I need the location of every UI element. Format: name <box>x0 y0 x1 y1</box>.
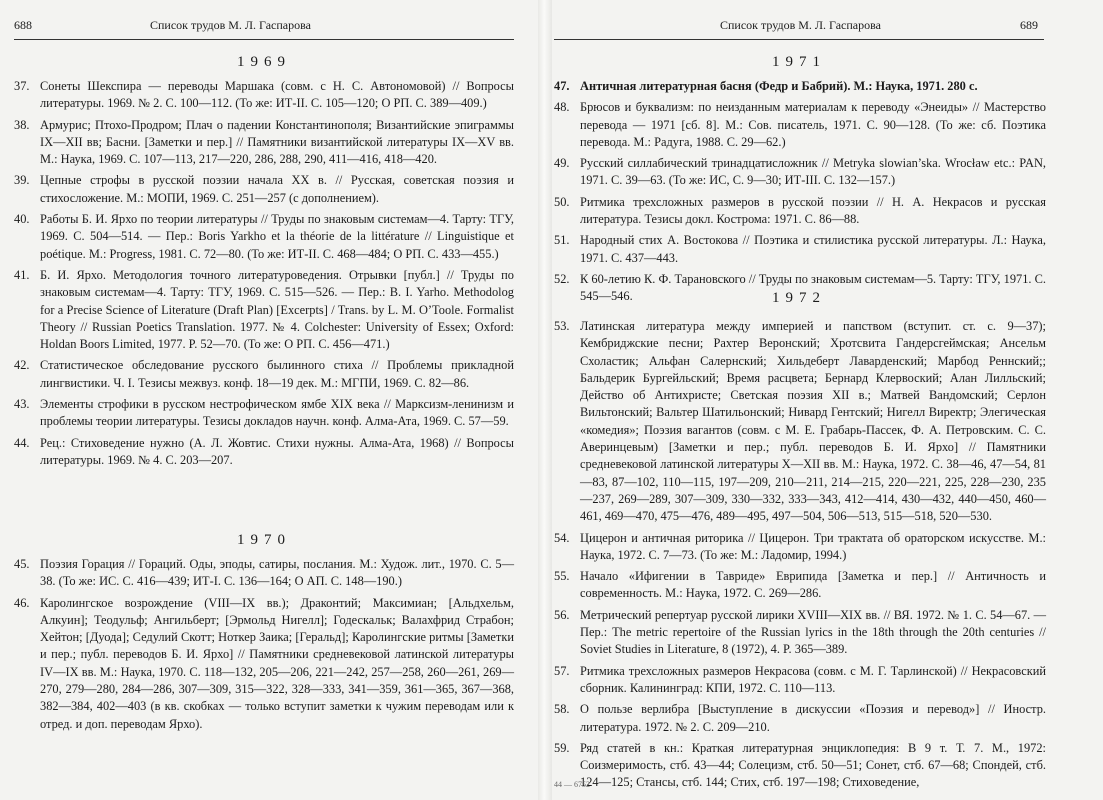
entry-number: 55. <box>554 569 570 584</box>
entry-text: Античная литературная басня (Федр и Бабрий). М.: Наука, 1971. 280 с. <box>580 79 978 93</box>
bibliography-entry <box>14 595 514 733</box>
bibliography-entry <box>14 556 514 591</box>
bibliography-entry <box>14 435 514 470</box>
entry-text: Народный стих А. Востокова // Поэтика и стилистика русской литературы. Л.: Наука, 1971. С. 437—443. <box>580 233 1046 265</box>
bibliography-entry <box>554 232 1046 267</box>
bibliography-entry <box>554 607 1046 659</box>
bibliography-entry <box>554 530 1046 565</box>
entry-number: 57. <box>554 663 570 678</box>
entry-number: 41. <box>14 267 30 282</box>
entry-number: 37. <box>14 79 30 93</box>
entry-number: 59. <box>554 740 570 755</box>
entry-text: Армурис; Птохо-Продром; Плач о падении Константинополя; Византийские эпиграммы IX—XII вв; Басни. [Заметки и пер.] // Памятники византийской литературы IX—XV вв. М.: Наука, 1969. С. 107—113, 217—220, 286, 288, 290, 411—416, 418—420. <box>40 117 514 167</box>
entry-number: 47. <box>554 79 570 93</box>
right-page-number: 689 <box>1020 18 1038 32</box>
entry-text: Работы Б. И. Ярхо по теории литературы // Труды по знаковым системам—4. Тарту: ТГУ, 1969. С. 504—514. — Пер.: Boris Yarkho et la théorie de la littérature // Linguistique et poétique. M.: Progress, 1981. C. 72—80. (То же: ИТ-II. С. 468—484; О РП. С. 433—455.) <box>40 212 514 261</box>
entry-number: 54. <box>554 530 570 545</box>
entry-number: 48. <box>554 100 570 115</box>
entry-text: Цепные строфы в русской поэзии начала XX в. // Русская, советская поэзия и стихосложение. М.: МОПИ, 1969. С. 251—257 (с дополнением). <box>40 173 514 205</box>
bibliography-entry <box>554 78 1046 95</box>
entries-1971 <box>554 78 1046 306</box>
entry-text: Цицерон и античная риторика // Цицерон. Три трактата об ораторском искусстве. М.: Наука, 1972. С. 7—73. (То же: М.: Ладомир, 1994.) <box>580 530 1046 562</box>
bibliography-entry <box>14 78 514 113</box>
bibliography-entry <box>14 117 514 169</box>
entry-text: Сонеты Шекспира — переводы Маршака (совм. с Н. С. Автономовой) // Вопросы литературы. 1969. № 2. С. 100—112. (То же: ИТ-II. С. 105—120; О РП. С. 389—409.) <box>40 79 514 111</box>
entry-text: К 60-летию К. Ф. Тарановского // Труды по знаковым системам—5. Тарту: ТГУ, 1971. С. 545—546. <box>580 271 1046 304</box>
entry-text: Поэзия Горация // Гораций. Оды, эподы, сатиры, послания. М.: Худож. лит., 1970. С. 5—38. (То же: ИС. С. 416—439; ИТ-I. С. 136—164; О АП. С. 148—190.) <box>40 557 514 589</box>
year-heading-1972: 1972 <box>772 290 826 306</box>
entry-text: Брюсов и буквализм: по неизданным материалам к переводу «Энеиды» // Мастерство перевода — 1971 [сб. 8]. М.: Сов. писатель, 1971. С. 90—128. (То же: сб. Поэтика перевода. М.: Радуга, 1988. С. 29—62.) <box>580 100 1046 149</box>
bibliography-entry <box>554 663 1046 698</box>
entry-text: Ряд статей в кн.: Краткая литературная энциклопедия: В 9 т. Т. 7. М., 1972: Соизмеримость, стб. 43—44; Солецизм, стб. 50—51; Сонет, стб. 67—68; Спондей, стб. 124—125; Стансы, стб. 144; Стих, стб. 197—198; Стиховедение, <box>580 740 1046 790</box>
bibliography-entry <box>554 568 1046 603</box>
bibliography-entry <box>554 155 1046 190</box>
entry-number: 49. <box>554 156 570 171</box>
right-header-rule <box>554 39 1044 40</box>
entries-1969 <box>14 78 514 469</box>
entry-text: Элементы строфики в русском нестрофическом ямбе XIX века // Марксизм-ленинизм и проблемы теории литературы. Тезисы докладов научн. конф. Алма-Ата, 1969. С. 57—59. <box>40 397 514 429</box>
bibliography-entry <box>14 172 514 207</box>
right-running-title: Список трудов М. Л. Гаспарова <box>720 18 881 32</box>
entry-text: Ритмика трехсложных размеров в русской поэзии // Н. А. Некрасов и русская литература. Тезисы докл. Кострома: 1971. С. 86—88. <box>580 194 1046 227</box>
entry-text: Латинская литература между империей и папством (вступит. ст. с. 9—37); Кембриджские песни; Рахтер Веронский; Хротсвита Гандерсгеймская; Ансельм Схоластик; Альфан Салернский; Хильдеберт Лаварденский; Марбод Реннский;; Бальдерик Бургейльский; Время расцвета; Бернард Клервоский; Алан Лилльский; Действо об Антихристе; Светская поэзия XII в.; Матвей Вандомский; Серлон Вильтонский; Вальтер Шатильонский; Нивард Гентский; Нигелл Виректр; Элегическая «комедия»; Поэзия вагантов (совм. с М. Е. Грабарь-Пассек, Ф. А. Петровским. С. С. Аверинцевым) [Заметки и пер.; публ. переводов Б. И. Ярхо] // Памятники средневековой латинской литературы X—XII вв. М.: Наука, 1972. С. 38—46, 47—54, 81—83, 87—102, 110—115, 197—209, 210—211, 214—215, 220—221, 225, 228—230, 235—237, 269—289, 307—309, 330—332, 333—343, 412—414, 430—432, 440—450, 460—461, 469—470, 475—476, 489—495, 497—504, 506—513, 515—518, 520—530. <box>580 319 1046 524</box>
entry-number: 43. <box>14 397 30 412</box>
entries-1972 <box>554 318 1046 792</box>
bibliography-entry <box>554 318 1046 526</box>
entry-number: 51. <box>554 233 570 248</box>
entry-text: О пользе верлибра [Выступление в дискуссии «Поэзия и перевод»] // Иностр. литература. 1972. № 2. С. 209—210. <box>580 702 1046 734</box>
right-page <box>550 0 1103 800</box>
entry-number: 56. <box>554 607 570 622</box>
bibliography-entry <box>14 357 514 392</box>
entry-number: 39. <box>14 173 30 188</box>
left-running-title: Список трудов М. Л. Гаспарова <box>150 18 311 32</box>
left-page <box>0 0 540 800</box>
bibliography-entry <box>14 211 514 263</box>
entry-number: 38. <box>14 117 30 132</box>
entry-number: 58. <box>554 702 570 717</box>
left-page-number: 688 <box>14 18 32 32</box>
entry-text: Каролингское возрождение (VIII—IX вв.); Драконтий; Максимиан; [Альдхельм, Алкуин]; Теодульф; Ангильберт; [Эрмольд Нигелл]; Годескальк; Валахфрид Страбон; Хейтон; [Дуода]; Седулий Скотт; Ноткер Заика; [Геральд]; Каролингские ритмы [Заметки и пер.; публ. переводов Б. И. Ярхо] // Памятники средневековой латинской литературы IV—IX вв. М.: Наука, 1970. С. 118—132, 205—206, 221—242, 257—258, 260—261, 269—270, 279—280, 284—286, 307—309, 315—322, 328—333, 341—359, 361—365, 367—368, 382—384, 402—403 (в кв. скобках — только вступит заметки к чужим переводам или к отред. и доп. переводам Ярхо). <box>40 595 514 731</box>
entry-number: 50. <box>554 194 570 209</box>
entries-1970 <box>14 556 514 733</box>
bibliography-entry <box>554 740 1046 792</box>
bibliography-entry <box>14 267 514 353</box>
bibliography-entry <box>554 194 1046 229</box>
entry-text: Ритмика трехсложных размеров Некрасова (совм. с М. Г. Тарлинской) // Некрасовский сборник. Калининград: КПИ, 1972. С. 110—113. <box>580 663 1046 695</box>
year-heading-1969: 1969 <box>237 54 291 70</box>
entry-text: Начало «Ифигении в Тавриде» Еврипида [Заметка и пер.] // Античность и современность. М.: Наука, 1972. С. 269—286. <box>580 569 1046 601</box>
entry-number: 44. <box>14 435 30 450</box>
year-heading-1970: 1970 <box>237 532 291 548</box>
entry-text: Б. И. Ярхо. Методология точного литературоведения. Отрывки [публ.] // Труды по знаковым системам—4. Тарту: ТГУ, 1969. С. 515—526. — Пер.: B. I. Yarho. Methodolog for a Precise Science of Literature (Draft Plan) [Excerpts] / Trans. by L. M. O’Toole. Formalist Theory // Russian Poetics Translation. 1977. № 4. Colchester: University of Essex; Oxford: Holdan Boors Limited, 1977. P. 52—70. (То же: О РП. С. 456—471.) <box>40 267 514 352</box>
entry-number: 45. <box>14 557 30 571</box>
bibliography-entry <box>554 701 1046 736</box>
entry-text: Рец.: Стиховедение нужно (А. Л. Жовтис. Стихи нужны. Алма-Ата, 1968) // Вопросы литературы. 1969. № 4. С. 203—207. <box>40 435 514 467</box>
entry-text: Русский силлабический тринадцатисложник // Metryka slowian’ska. Wrocław etc.: PAN, 1971. С. 39—63. (То же: ИС, С. 9—30; ИТ-III. С. 132—157.) <box>580 156 1046 188</box>
printer-signature: 44 — 6752 <box>554 780 590 789</box>
left-header-rule <box>14 39 514 40</box>
entry-number: 53. <box>554 319 570 333</box>
bibliography-entry <box>14 396 514 431</box>
entry-text: Статистическое обследование русского былинного стиха // Проблемы прикладной лингвистики. Ч. I. Тезисы межвуз. конф. 18—19 дек. М.: МГПИ, 1969. С. 82—86. <box>40 358 514 390</box>
entry-number: 40. <box>14 212 30 227</box>
entry-number: 42. <box>14 358 30 373</box>
entry-number: 52. <box>554 271 570 286</box>
bibliography-entry <box>554 99 1046 151</box>
entry-text: Метрический репертуар русской лирики XVIII—XIX вв. // ВЯ. 1972. № 1. С. 54—67. — Пер.: The metric repertoire of the Russian lyrics in the 18th through the 20th centuries // Soviet Studies in Literature, 8 (1972), 4. P. 365—389. <box>580 607 1046 657</box>
year-heading-1971: 1971 <box>772 54 826 70</box>
entry-number: 46. <box>14 595 30 610</box>
